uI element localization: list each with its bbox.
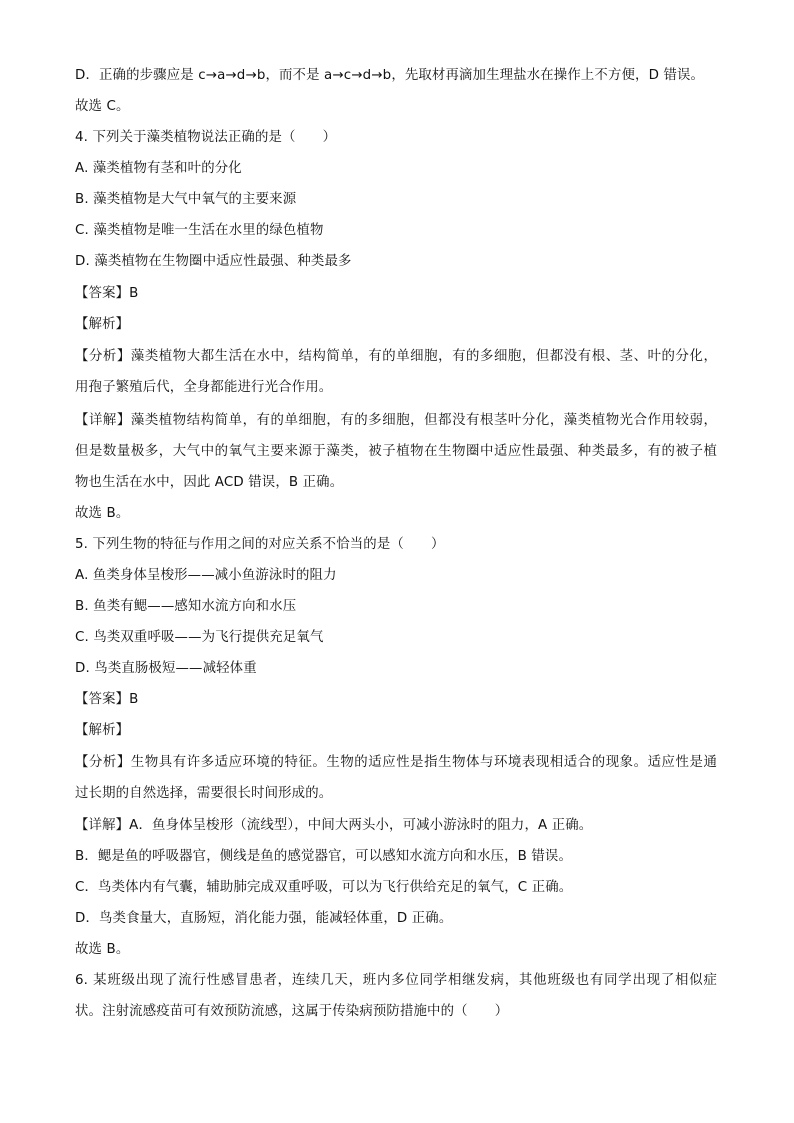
q5-answer: 【答案】B	[75, 692, 139, 707]
q5-analysis-line-2: 过长期的自然选择，需要很长时间形成的。	[75, 786, 333, 801]
q4-option-c: C. 藻类植物是唯一生活在水里的绿色植物	[75, 223, 324, 238]
q5-analysis-label: 【解析】	[75, 723, 130, 738]
q4-detail-line-3: 物也生活在水中，因此 ACD 错误，B 正确。	[75, 475, 344, 490]
q6-stem-line-1: 6. 某班级出现了流行性感冒患者，连续几天，班内多位同学相继发病，其他班级也有同学出现了相似症	[75, 973, 717, 988]
q4-analysis-line-2: 用孢子繁殖后代，全身都能进行光合作用。	[75, 380, 333, 395]
q3-option-d-explanation: D．正确的步骤应是 c→a→d→b，而不是 a→c→d→b，先取材再滴加生理盐水在操作上不方便，D 错误。	[75, 68, 705, 83]
q5-conclusion: 故选 B。	[75, 942, 130, 957]
q5-option-b: B. 鱼类有鳃——感知水流方向和水压	[75, 599, 297, 614]
q5-option-c: C. 鸟类双重呼吸——为飞行提供充足氧气	[75, 630, 324, 645]
q4-stem: 4. 下列关于藻类植物说法正确的是（ ）	[75, 130, 337, 145]
q5-analysis-line-1: 【分析】生物具有许多适应环境的特征。生物的适应性是指生物体与环境表现相适合的现象。适应性是通	[75, 755, 717, 770]
q4-detail-line-1: 【详解】藻类植物结构简单，有的单细胞，有的多细胞，但都没有根茎叶分化，藻类植物光合作用较弱，	[75, 413, 717, 428]
q4-detail-line-2: 但是数量极多，大气中的氧气主要来源于藻类，被子植物在生物圈中适应性最强、种类最多，有的被子植	[75, 444, 717, 459]
q5-detail-line-3: C．鸟类体内有气囊，辅助肺完成双重呼吸，可以为飞行供给充足的氧气，C 正确。	[75, 880, 573, 895]
q4-answer: 【答案】B	[75, 286, 139, 301]
q5-detail-line-1: 【详解】A．鱼身体呈梭形（流线型），中间大两头小，可减小游泳时的阻力，A 正确。	[75, 818, 593, 833]
q4-option-a: A. 藻类植物有茎和叶的分化	[75, 161, 242, 176]
q6-stem-line-2: 状。注射流感疫苗可有效预防流感，这属于传染病预防措施中的（ ）	[75, 1004, 509, 1019]
q5-detail-line-2: B．鳃是鱼的呼吸器官，侧线是鱼的感觉器官，可以感知水流方向和水压，B 错误。	[75, 849, 572, 864]
q5-option-d: D. 鸟类直肠极短——减轻体重	[75, 661, 257, 676]
q5-option-a: A. 鱼类身体呈梭形——减小鱼游泳时的阻力	[75, 568, 337, 583]
q4-conclusion: 故选 B。	[75, 506, 130, 521]
q4-analysis-line-1: 【分析】藻类植物大都生活在水中，结构简单，有的单细胞，有的多细胞，但都没有根、茎、叶的分化，	[75, 349, 717, 364]
q5-stem: 5. 下列生物的特征与作用之间的对应关系不恰当的是（ ）	[75, 537, 445, 552]
q4-analysis-label: 【解析】	[75, 317, 130, 332]
q4-option-d: D. 藻类植物在生物圈中适应性最强、种类最多	[75, 254, 352, 269]
q5-detail-line-4: D．鸟类食量大，直肠短，消化能力强，能减轻体重，D 正确。	[75, 911, 453, 926]
q4-option-b: B. 藻类植物是大气中氧气的主要来源	[75, 192, 297, 207]
q3-conclusion: 故选 C。	[75, 99, 130, 114]
